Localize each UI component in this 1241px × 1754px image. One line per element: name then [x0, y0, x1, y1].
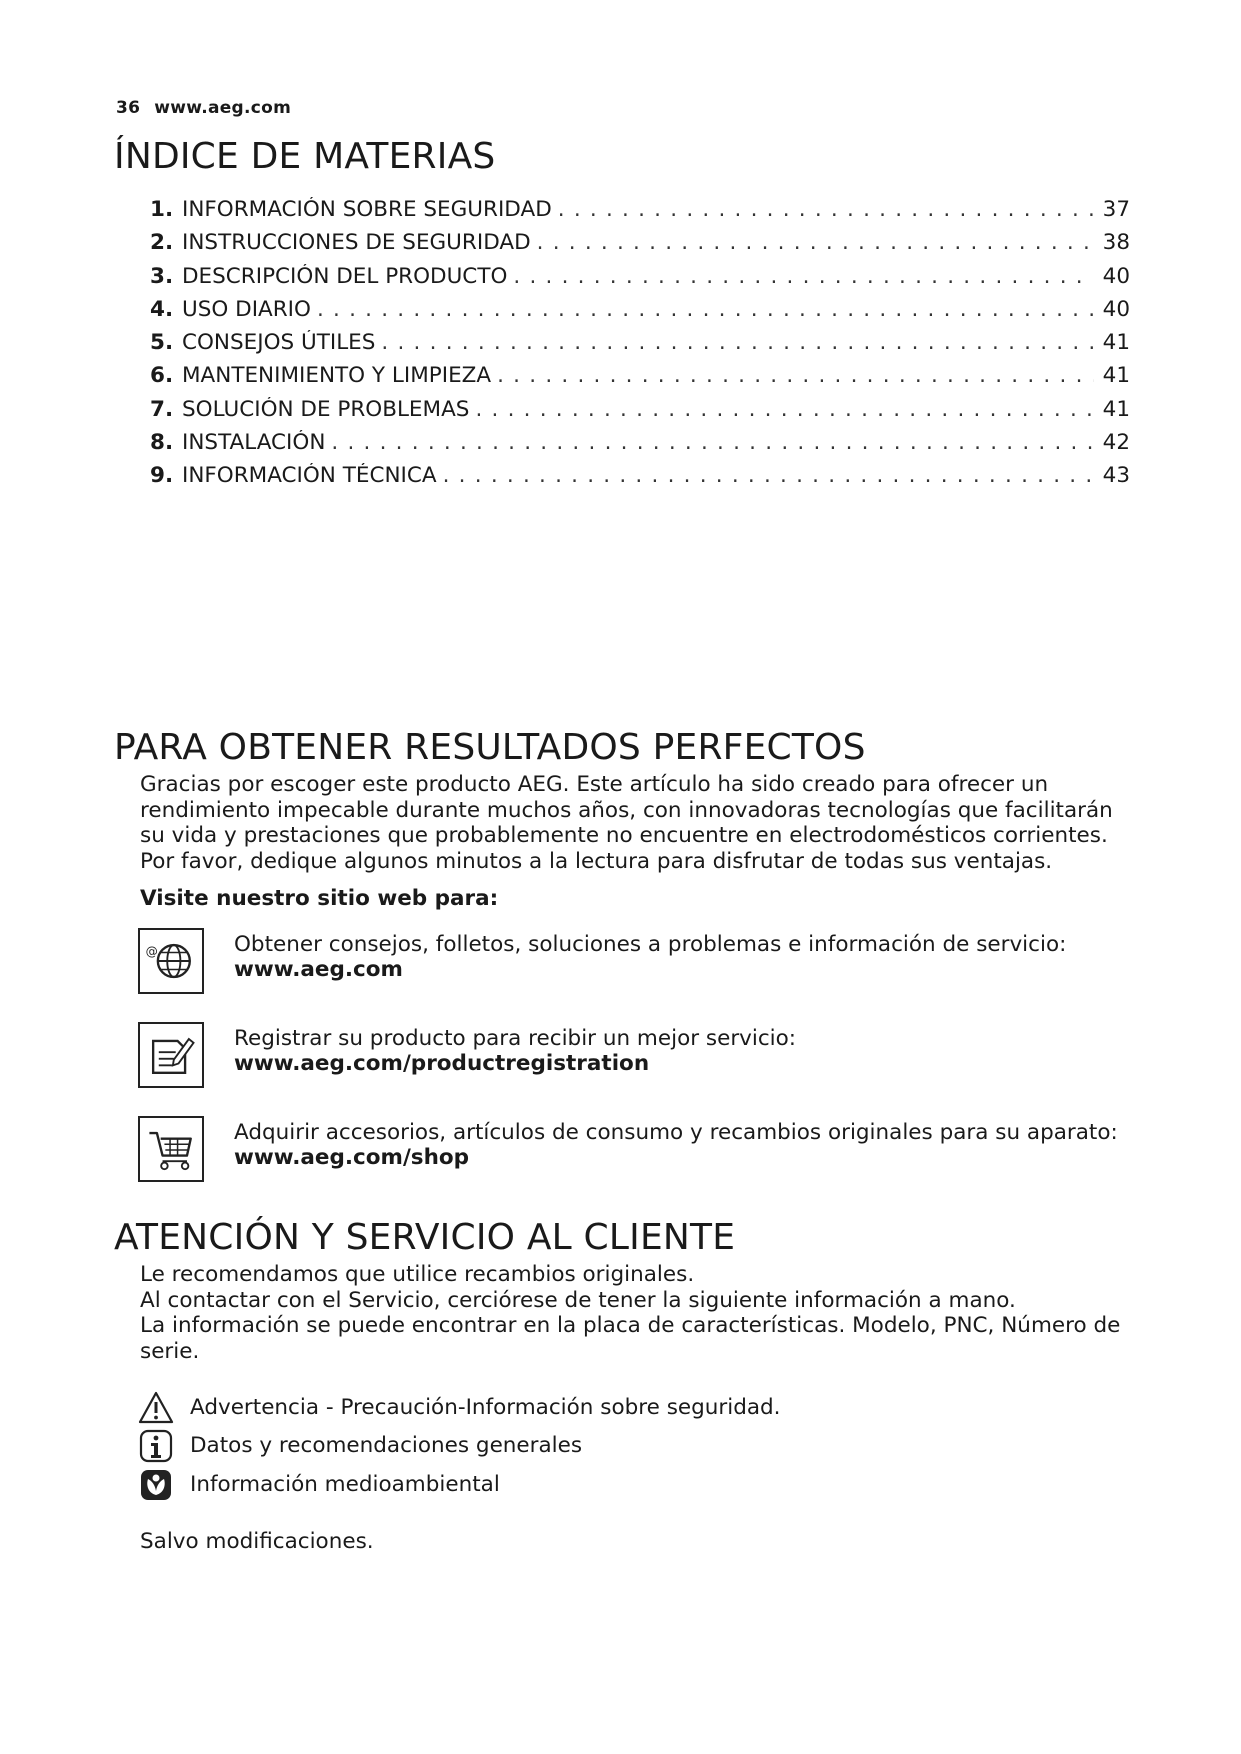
toc-leader-dots	[317, 297, 1094, 322]
toc-item-number: 3.	[150, 263, 174, 289]
toc-item-title: DESCRIPCIÓN DEL PRODUCTO	[182, 263, 508, 289]
svg-text:@: @	[145, 944, 158, 959]
environment-icon	[138, 1467, 174, 1503]
page-header	[116, 98, 291, 118]
web-link[interactable]: www.aeg.com	[234, 957, 403, 982]
toc-item[interactable]	[150, 363, 1130, 396]
results-title: PARA OBTENER RESULTADOS PERFECTOS	[114, 727, 866, 768]
toc-leader-dots	[475, 397, 1094, 422]
visit-label: Visite nuestro sitio web para:	[140, 886, 499, 911]
toc-item-page: 41	[1102, 330, 1130, 356]
web-item-registration	[138, 1022, 1138, 1094]
toc-item[interactable]	[150, 463, 1130, 496]
legend-text: Información medioambiental	[190, 1472, 500, 1497]
toc-item-page: 41	[1102, 396, 1130, 422]
footer-note: Salvo modificaciones.	[140, 1529, 374, 1554]
toc-leader-dots	[331, 430, 1094, 455]
toc-item-page: 40	[1102, 263, 1130, 289]
toc-leader-dots	[381, 330, 1094, 355]
page-number: 36	[116, 98, 141, 118]
toc-title: ÍNDICE DE MATERIAS	[114, 136, 496, 177]
web-item-text: Registrar su producto para recibir un mejor servicio:	[234, 1026, 797, 1051]
toc-item-title: INFORMACIÓN SOBRE SEGURIDAD	[182, 197, 552, 222]
web-item-info	[138, 928, 1138, 1000]
toc-item-number: 2.	[150, 230, 174, 256]
toc-item-title: INSTRUCCIONES DE SEGURIDAD	[182, 230, 531, 256]
toc-item-number: 7.	[150, 396, 174, 422]
web-item-shop	[138, 1116, 1138, 1188]
registration-icon	[138, 1022, 204, 1088]
toc-item[interactable]	[150, 230, 1130, 263]
toc-leader-dots	[558, 197, 1094, 222]
web-link[interactable]: www.aeg.com/shop	[234, 1145, 470, 1170]
globe-icon	[138, 928, 204, 994]
toc-leader-dots	[497, 363, 1094, 388]
header-url[interactable]: www.aeg.com	[154, 98, 292, 118]
intro-paragraph: Gracias por escoger este producto AEG. Este artículo ha sido creado para ofrecer un rendimiento impecable durante muchos años, con innovadoras tecnologías que facilitarán su vida y prestaciones que probablemente no encuentre en electrodomésticos corrientes. Por favor, dedique algunos minutos a la lectura para disfrutar de todas sus ventajas.	[140, 772, 1113, 874]
service-paragraph	[140, 1262, 1130, 1364]
toc-item[interactable]	[150, 330, 1130, 363]
toc-item-page: 38	[1102, 230, 1130, 256]
web-link[interactable]: www.aeg.com/productregistration	[234, 1051, 650, 1076]
toc-item-number: 8.	[150, 430, 174, 456]
toc-item[interactable]	[150, 264, 1130, 297]
service-line: La información se puede encontrar en la placa de características. Modelo, PNC, Número de serie.	[140, 1313, 1121, 1364]
toc-item-page: 43	[1102, 463, 1130, 489]
toc-item-title: INFORMACIÓN TÉCNICA	[182, 463, 437, 489]
toc-item-title: SOLUCIÓN DE PROBLEMAS	[182, 396, 470, 422]
toc-item-page: 40	[1102, 296, 1130, 322]
legend-item-environment	[138, 1467, 1038, 1503]
toc-item[interactable]	[150, 197, 1130, 230]
toc-item-number: 5.	[150, 330, 174, 356]
shopping-cart-icon	[138, 1116, 204, 1182]
web-item-text: Obtener consejos, folletos, soluciones a problemas e información de servicio:	[234, 932, 1067, 957]
warning-icon	[138, 1390, 174, 1426]
legend-item-warning	[138, 1390, 1038, 1426]
service-line: Le recomendamos que utilice recambios originales.	[140, 1262, 695, 1287]
legend-text: Advertencia - Precaución-Información sobre seguridad.	[190, 1395, 781, 1420]
toc-item[interactable]	[150, 297, 1130, 330]
toc-item[interactable]	[150, 430, 1130, 463]
toc-item-number: 9.	[150, 463, 174, 489]
toc-item-title: CONSEJOS ÚTILES	[182, 330, 376, 356]
table-of-contents	[150, 197, 1130, 497]
toc-item-page: 37	[1102, 197, 1130, 222]
toc-leader-dots	[513, 264, 1094, 289]
service-line: Al contactar con el Servicio, cerciórese de tener la siguiente información a mano.	[140, 1287, 1016, 1313]
toc-leader-dots	[443, 463, 1094, 488]
toc-item-title: MANTENIMIENTO Y LIMPIEZA	[182, 363, 492, 389]
legend-text: Datos y recomendaciones generales	[190, 1433, 583, 1458]
toc-item-page: 41	[1102, 363, 1130, 389]
toc-item[interactable]	[150, 397, 1130, 430]
web-item-text: Adquirir accesorios, artículos de consumo y recambios originales para su aparato:	[234, 1120, 1118, 1145]
toc-item-page: 42	[1102, 430, 1130, 456]
info-icon	[138, 1428, 174, 1464]
toc-item-number: 1.	[150, 197, 174, 222]
toc-item-number: 6.	[150, 363, 174, 389]
toc-item-title: INSTALACIÓN	[182, 430, 326, 456]
legend-item-info	[138, 1428, 1038, 1464]
toc-item-title: USO DIARIO	[182, 296, 311, 322]
toc-item-number: 4.	[150, 296, 174, 322]
service-title: ATENCIÓN Y SERVICIO AL CLIENTE	[114, 1217, 736, 1258]
toc-leader-dots	[537, 230, 1094, 255]
